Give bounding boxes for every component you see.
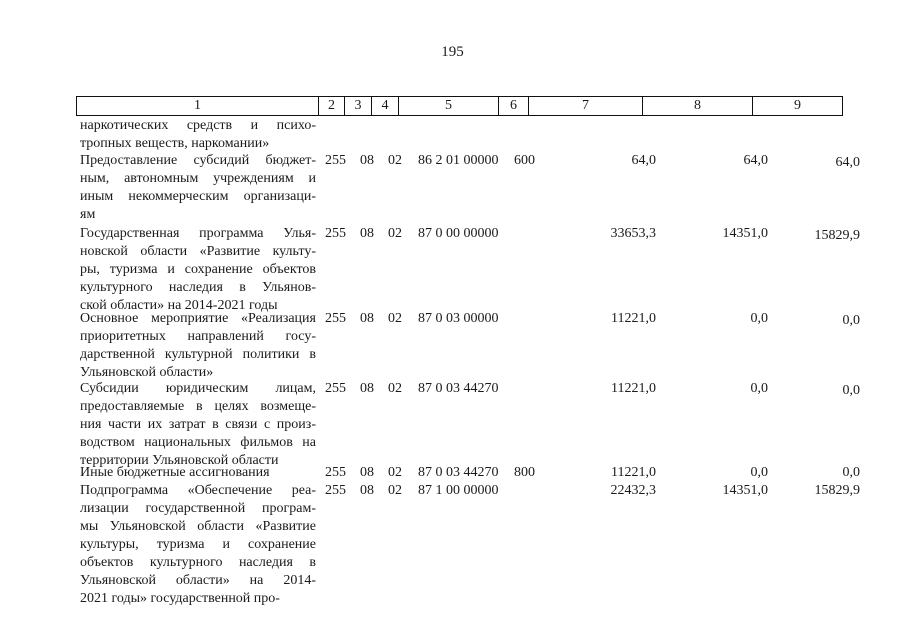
header-col-3: 3 — [345, 97, 372, 116]
cell-c8: 64,0 — [743, 153, 768, 168]
cell-c3: 08 — [360, 311, 374, 326]
description-line: культуры, туризма и сохранение — [80, 537, 316, 552]
description-line: иным некоммерческим организаци- — [80, 189, 316, 204]
description-line: мы Ульяновской области «Развитие — [80, 519, 316, 534]
header-col-1: 1 — [77, 97, 319, 116]
description-line: ям — [80, 207, 96, 222]
header-col-7: 7 — [529, 97, 643, 116]
cell-c9: 64,0 — [835, 155, 860, 170]
cell-c7: 11221,0 — [611, 465, 656, 480]
cell-c2: 255 — [325, 465, 346, 480]
cell-c8: 14351,0 — [722, 226, 768, 241]
cell-c5: 87 0 03 44270 — [418, 465, 499, 480]
description-line: тропных веществ, наркомании» — [80, 136, 270, 151]
description-line: дарственной культурной политики в — [80, 347, 316, 362]
description-line: предоставляемые в целях возмеще- — [80, 399, 316, 414]
cell-c2: 255 — [325, 311, 346, 326]
cell-c2: 255 — [325, 153, 346, 168]
cell-c7: 22432,3 — [610, 483, 656, 498]
cell-c8: 14351,0 — [722, 483, 768, 498]
cell-c6: 800 — [514, 465, 535, 480]
cell-c5: 87 0 03 00000 — [418, 311, 499, 326]
description-line: Предоставление субсидий бюджет- — [80, 153, 316, 168]
description-line: Ульяновской области» на 2014- — [80, 573, 316, 588]
cell-c9: 15829,9 — [814, 483, 860, 498]
header-col-5: 5 — [399, 97, 499, 116]
description-line: водством национальных фильмов на — [80, 435, 316, 450]
header-row — [77, 97, 843, 116]
cell-c8: 0,0 — [750, 381, 768, 396]
description-line: 2021 годы» государственной про- — [80, 591, 280, 606]
row-description — [80, 117, 316, 153]
description-line: ния части их затрат в связи с произ- — [80, 417, 316, 432]
description-line: территории Ульяновской области — [80, 453, 279, 468]
description-line: приоритетных направлений госу- — [80, 329, 316, 344]
cell-c4: 02 — [388, 311, 402, 326]
cell-c5: 87 0 00 00000 — [418, 226, 499, 241]
row-description — [80, 380, 316, 470]
cell-c7: 11221,0 — [611, 311, 656, 326]
cell-c4: 02 — [388, 465, 402, 480]
description-line: новской области «Развитие культу- — [80, 244, 316, 259]
cell-c3: 08 — [360, 153, 374, 168]
cell-c2: 255 — [325, 226, 346, 241]
cell-c6: 600 — [514, 153, 535, 168]
cell-c7: 33653,3 — [610, 226, 656, 241]
cell-c4: 02 — [388, 153, 402, 168]
cell-c8: 0,0 — [750, 311, 768, 326]
page-number: 195 — [441, 44, 464, 60]
cell-c9: 0,0 — [842, 465, 860, 480]
row-description — [80, 225, 316, 315]
header-col-6: 6 — [499, 97, 529, 116]
description-line: ской области» на 2014-2021 годы — [80, 298, 278, 313]
description-line: Иные бюджетные ассигнования — [80, 465, 270, 480]
description-line: лизации государственной програм- — [80, 501, 316, 516]
cell-c5: 87 1 00 00000 — [418, 483, 499, 498]
cell-c4: 02 — [388, 483, 402, 498]
description-line: ным, автономным учреждениям и — [80, 171, 316, 186]
cell-c3: 08 — [360, 226, 374, 241]
row-description — [80, 310, 316, 382]
description-line: Субсидии юридическим лицам, — [80, 381, 316, 396]
description-line: Основное мероприятие «Реализация — [80, 311, 316, 326]
description-line: объектов культурного наследия в — [80, 555, 316, 570]
cell-c3: 08 — [360, 381, 374, 396]
cell-c7: 64,0 — [631, 153, 656, 168]
description-line: Подпрограмма «Обеспечение реа- — [80, 483, 316, 498]
row-description — [80, 152, 316, 224]
table-header — [76, 96, 843, 116]
description-line: Ульяновской области» — [80, 365, 214, 380]
cell-c3: 08 — [360, 465, 374, 480]
description-line: наркотических средств и психо- — [80, 118, 316, 133]
cell-c2: 255 — [325, 381, 346, 396]
row-description — [80, 464, 316, 482]
row-description — [80, 482, 316, 608]
cell-c4: 02 — [388, 381, 402, 396]
cell-c5: 87 0 03 44270 — [418, 381, 499, 396]
header-col-8: 8 — [643, 97, 753, 116]
cell-c5: 86 2 01 00000 — [418, 153, 499, 168]
header-col-2: 2 — [319, 97, 345, 116]
cell-c9: 0,0 — [842, 313, 860, 328]
cell-c8: 0,0 — [750, 465, 768, 480]
header-col-9: 9 — [753, 97, 843, 116]
cell-c9: 15829,9 — [814, 228, 860, 243]
cell-c7: 11221,0 — [611, 381, 656, 396]
description-line: Государственная программа Улья- — [80, 226, 316, 241]
description-line: ры, туризма и сохранение объектов — [80, 262, 316, 277]
description-line: культурного наследия в Ульянов- — [80, 280, 316, 295]
cell-c3: 08 — [360, 483, 374, 498]
cell-c4: 02 — [388, 226, 402, 241]
cell-c2: 255 — [325, 483, 346, 498]
cell-c9: 0,0 — [842, 383, 860, 398]
header-col-4: 4 — [372, 97, 399, 116]
